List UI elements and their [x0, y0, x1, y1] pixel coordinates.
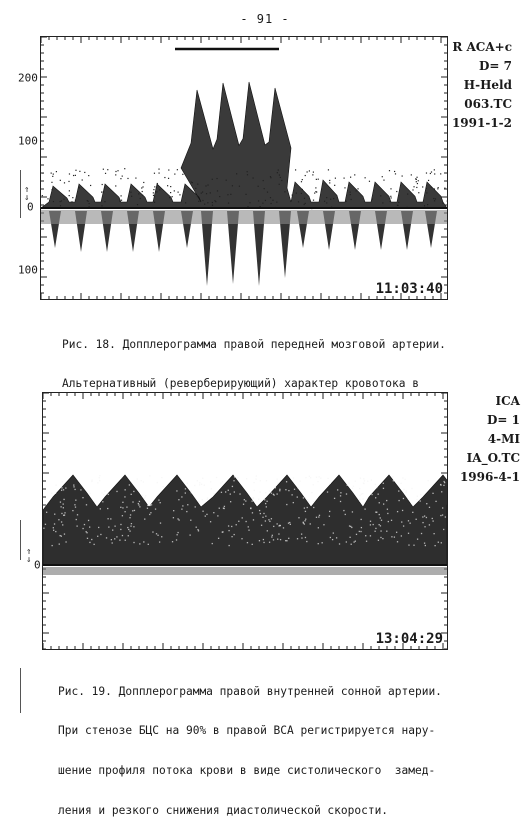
- file-label: IA_O.TC: [460, 449, 520, 468]
- depth-label: D= 7: [452, 57, 512, 76]
- timestamp: 13:04:29: [376, 631, 443, 647]
- caption-line: Рис. 18. Допплерограмма правой передней мозговой артерии.: [62, 338, 446, 351]
- vessel-label: R ACA+c: [452, 38, 512, 57]
- scan-margin-line: [20, 520, 21, 560]
- doppler-spectrogram-fig18: [40, 36, 448, 300]
- baseline-marker: ⇑ ⇓: [24, 186, 29, 202]
- caption-line: ления и резкого снижения диастолической скорости.: [58, 804, 442, 817]
- y-tick-minus-100: 100: [18, 264, 38, 277]
- timestamp: 11:03:40: [376, 281, 443, 297]
- probe-label: H-Held: [452, 76, 512, 95]
- caption-line: Рис. 19. Допплерограмма правой внутренней сонной артерии.: [58, 685, 442, 698]
- doppler-spectrogram-fig19: [42, 392, 448, 650]
- y-tick-100: 100: [18, 135, 38, 148]
- spectrogram-plot: [41, 37, 447, 299]
- baseline-marker: ⇑ ⇓: [26, 548, 31, 564]
- y-tick-200: 200: [18, 72, 38, 85]
- y-tick-0: 0: [34, 559, 41, 572]
- caption-line: шение профиля потока крови в виде систолического замед-: [58, 764, 442, 777]
- device-info-fig19: [460, 392, 520, 487]
- spectrogram-plot: [43, 393, 447, 649]
- y-tick-0: 0: [27, 201, 34, 214]
- page-number: - 91 -: [0, 12, 530, 26]
- date-label: 1991-1-2: [452, 114, 512, 133]
- caption-line: При стенозе БЦС на 90% в правой ВСА регистрируется нару-: [58, 724, 442, 737]
- scan-margin-line: [20, 170, 21, 218]
- figure-caption-19: [58, 658, 442, 831]
- doppler-waveform: [41, 82, 447, 286]
- doppler-waveform: [43, 475, 447, 575]
- device-info-fig18: [452, 38, 512, 133]
- file-label: 063.TC: [452, 95, 512, 114]
- vessel-label: ICA: [460, 392, 520, 411]
- scan-margin-line: [20, 668, 21, 713]
- date-label: 1996-4-1: [460, 468, 520, 487]
- depth-label: D= 1: [460, 411, 520, 430]
- probe-label: 4-MI: [460, 430, 520, 449]
- caption-line: Альтернативный (реверберирующий) характер кровотока в: [62, 377, 446, 390]
